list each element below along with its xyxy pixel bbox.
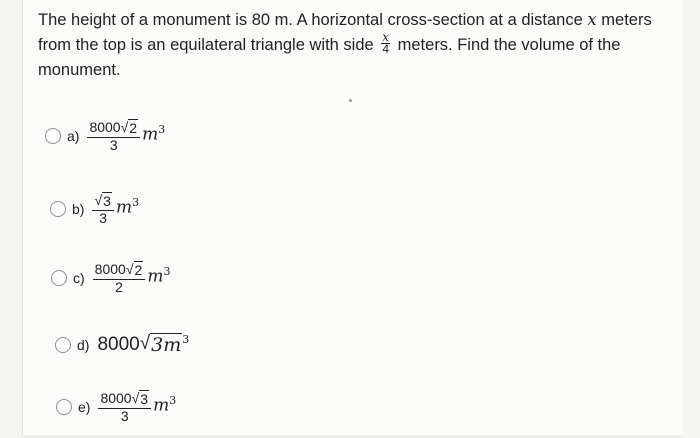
- option-b-radicand: 3: [103, 193, 111, 209]
- option-c-radio[interactable]: [51, 270, 67, 286]
- option-c-denominator: 2: [115, 279, 123, 295]
- question-line-1-text: The height of a monument is 80 m. A horizontal cross-section at a distance: [38, 11, 588, 29]
- option-b-answer: [92, 192, 139, 226]
- option-c-coef: 8000: [94, 261, 126, 277]
- option-d-exponent: 3: [182, 333, 190, 347]
- option-a-answer: [87, 119, 165, 153]
- option-e-exponent: 3: [169, 394, 177, 408]
- option-e-sqrt: √ 3: [131, 390, 149, 407]
- option-a-numerator: [87, 119, 140, 138]
- option-d-sqrt: √ 3m: [139, 333, 182, 356]
- option-a-sqrt: √ 2: [120, 119, 138, 136]
- option-e-radio[interactable]: [56, 399, 72, 415]
- option-e-radicand: 3: [140, 391, 149, 407]
- option-c[interactable]: [51, 261, 170, 295]
- option-c-radicand: 2: [134, 262, 143, 278]
- option-e-unit-base: m: [153, 395, 170, 416]
- option-a-exponent: 3: [158, 123, 166, 137]
- option-b-exponent: 3: [132, 196, 140, 210]
- option-a-coef: 8000: [89, 119, 121, 135]
- option-b-numerator: [92, 192, 113, 211]
- option-b-unit: [116, 196, 139, 218]
- question-line-1-end: meters: [596, 11, 652, 29]
- side-fraction-denominator: 4: [382, 42, 389, 57]
- option-c-answer: [93, 261, 171, 295]
- option-a-letter: a): [67, 128, 80, 144]
- option-d-letter: d): [77, 336, 90, 353]
- option-c-unit-base: m: [147, 266, 164, 287]
- question-line-3-text: monument.: [38, 61, 121, 79]
- option-b-fraction: [92, 192, 113, 226]
- option-a-fraction: [87, 119, 140, 153]
- option-d-radio[interactable]: [55, 337, 71, 353]
- option-c-fraction: [93, 261, 146, 295]
- option-c-numerator: [93, 261, 146, 280]
- option-d-unit: [182, 333, 189, 355]
- option-b-letter: b): [72, 201, 85, 217]
- question-line-2-text: from the top is an equilateral triangle with side: [38, 36, 379, 54]
- option-c-sqrt: √ 2: [125, 261, 143, 278]
- option-d-coef: 8000: [97, 333, 140, 355]
- option-e-answer: [98, 390, 176, 424]
- question-line-2-end: meters. Find the volume of the: [393, 36, 621, 54]
- option-d[interactable]: [55, 333, 189, 356]
- option-a[interactable]: [45, 119, 165, 153]
- option-e-denominator: 3: [120, 408, 129, 424]
- side-fraction-numerator: x: [382, 30, 390, 45]
- option-d-radicand: 3m: [151, 334, 182, 356]
- option-a-unit-base: m: [142, 124, 159, 145]
- option-e-fraction: [98, 390, 151, 424]
- question-text: [38, 7, 678, 83]
- variable-x: x: [587, 10, 597, 29]
- option-c-letter: c): [73, 270, 85, 286]
- option-c-exponent: 3: [163, 265, 171, 279]
- option-b[interactable]: [50, 192, 139, 226]
- option-b-denominator: 3: [99, 210, 108, 226]
- option-c-unit: [147, 265, 170, 287]
- option-a-radio[interactable]: [45, 128, 61, 144]
- option-a-denominator: 3: [109, 137, 118, 153]
- option-e-coef: 8000: [100, 390, 132, 406]
- option-a-radicand: 2: [129, 120, 138, 136]
- stray-dot: [349, 99, 352, 102]
- option-d-answer: [97, 333, 189, 356]
- side-fraction: [381, 32, 390, 55]
- option-e-numerator: [98, 390, 151, 409]
- option-a-unit: [142, 123, 165, 145]
- option-e-letter: e): [78, 399, 91, 415]
- option-b-unit-base: m: [115, 197, 133, 218]
- option-b-radio[interactable]: [50, 201, 66, 217]
- option-b-sqrt: √ 3: [94, 192, 111, 209]
- option-e-unit: [153, 394, 176, 416]
- option-e[interactable]: [56, 390, 176, 424]
